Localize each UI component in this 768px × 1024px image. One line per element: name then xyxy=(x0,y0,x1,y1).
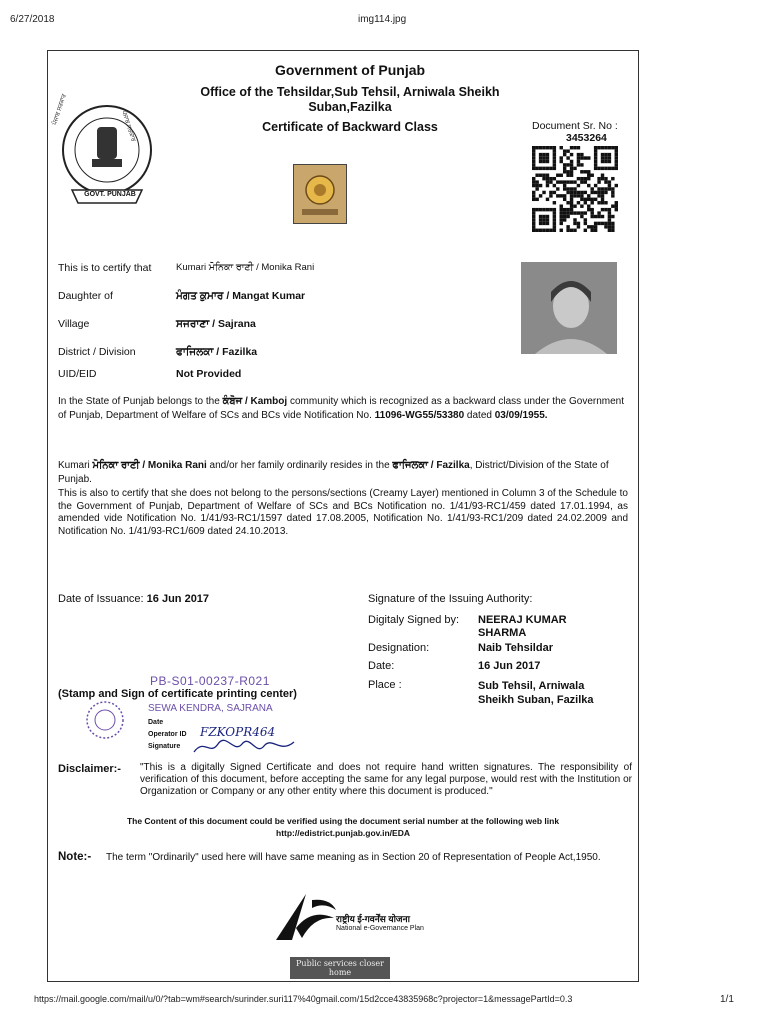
document-sr-number: 3453264 xyxy=(566,132,607,144)
paragraph-residence xyxy=(58,459,628,487)
authority-heading: Signature of the Issuing Authority: xyxy=(368,593,533,605)
field-daughter-value: ਮੰਗਤ ਕੁਮਾਰ / Mangat Kumar xyxy=(176,290,306,302)
disclaimer-text: "This is a digitally Signed Certificate and does not require hand written signatures. The responsibility of verification of this document, before accepting the same for any legal purpose, would rest with the Institution or Organization or Company or any other entity where this document is produced." xyxy=(140,762,632,797)
p1-text-e: dated xyxy=(464,410,495,421)
paragraph-creamy-layer: This is also to certify that she does not belong to the persons/sections (Creamy Layer) mentioned in Column 3 of the Schedule to the Government of Punjab, Department of Welfare of SCs and BCs Notification no. 1/41/93-RC1/459 dated 17.01.1994, as amended vide Notification No. 1/41/93-RC1/1597 dated 17.08.2005, Notification No. 1/41/93-RC1/209 dated 24.02.2009 and Notification No. 1/41/93-RC1/609 dated 24.10.2013. xyxy=(58,488,628,537)
verify-line1: The Content of this document could be verified using the document serial number at the following web link xyxy=(126,816,560,826)
p1-notification: 11096-WG55/53380 xyxy=(374,410,465,421)
paragraph-community xyxy=(58,395,628,423)
verify-link[interactable]: http://edistrict.punjab.gov.in/EDA xyxy=(276,828,410,838)
designation-value: Naib Tehsildar xyxy=(478,642,553,654)
signed-value: NEERAJ KUMAR SHARMA xyxy=(478,614,567,639)
field-label: This is to certify that xyxy=(58,262,152,274)
title-office: Office of the Tehsildar,Sub Tehsil, Arniwala Sheikh Suban,Fazilka xyxy=(200,85,500,114)
field-district-value: ਫਾਜਿਲਕਾ / Fazilka xyxy=(176,346,258,358)
field-uid-label: UID/EID xyxy=(58,368,97,380)
p2-district: ਫਾਜਿਲਕਾ / Fazilka xyxy=(392,460,470,471)
note-label: Note:- xyxy=(58,851,92,863)
handwritten-signature xyxy=(190,736,300,758)
p1-text-a: In the State of Punjab belongs to the xyxy=(58,396,223,407)
p2-name: ਮੋਨਿਕਾ ਰਾਣੀ / Monika Rani xyxy=(92,460,207,471)
designation-label: Designation: xyxy=(368,642,430,654)
footer-page: 1/1 xyxy=(720,994,734,1005)
field-uid-value: Not Provided xyxy=(176,368,242,380)
print-date: 6/27/2018 xyxy=(10,14,55,25)
emblem-arc-right: ਪੰਜਾਬ ਸਰਕਾਰ xyxy=(120,110,136,143)
emblem-banner: GOVT. PUNJAB xyxy=(84,191,136,198)
stamp-center: SEWA KENDRA, SAJRANA xyxy=(148,703,273,714)
egov-logo xyxy=(272,888,342,948)
place-value: Sub Tehsil, Arniwala Sheikh Suban, Fazilka xyxy=(478,680,594,706)
note-text: The term "Ordinarily" used here will have same meaning as in Section 20 of Representation of People Act,1950. xyxy=(106,852,601,863)
stamp-caption: (Stamp and Sign of certificate printing center) xyxy=(58,688,297,700)
egov-hindi: राष्ट्रीय ई-गवर्नेंस योजना xyxy=(336,914,410,924)
issuance xyxy=(58,593,209,605)
field-village-value: ਸਜਰਾਣਾ / Sajrana xyxy=(176,318,256,330)
title-certificate: Certificate of Backward Class xyxy=(262,120,438,134)
p2-text-a: Kumari xyxy=(58,460,93,471)
egov-english: National e-Governance Plan xyxy=(336,925,424,932)
stamp-seal xyxy=(84,700,126,740)
stamp-code: PB-S01-00237-R021 xyxy=(150,674,270,688)
issuance-date: 16 Jun 2017 xyxy=(146,593,210,605)
emblem-arc-left: ਪੰਜਾਬ ਸਰਕਾਰ xyxy=(52,93,68,126)
auth-date-value: 16 Jun 2017 xyxy=(478,660,541,672)
field-village-label: Village xyxy=(58,318,90,330)
disclaimer-label: Disclaimer:- xyxy=(58,763,121,775)
p2-text-e: , District/Division of the State of Punjab. xyxy=(58,460,609,485)
field-daughter-label: Daughter of xyxy=(58,290,113,302)
document-sr-label: Document Sr. No : xyxy=(532,120,618,132)
print-filename: img114.jpg xyxy=(358,14,407,25)
center-seal-image xyxy=(293,164,347,224)
stamp-date-label: Date xyxy=(148,719,164,726)
footer-url: https://mail.google.com/mail/u/0/?tab=wm#search/surinder.suri117%40gmail.com/15d2cce43835968c?projector=1&messagePartId=0.3 xyxy=(34,994,573,1004)
qr-code xyxy=(532,146,618,232)
field-district-label: District / Division xyxy=(58,346,136,358)
stamp-signature-label: Signature xyxy=(148,743,181,750)
stamp-operator-value: FZKOPR464 xyxy=(200,725,276,739)
title-government: Government of Punjab xyxy=(274,62,426,78)
p1-date: 03/09/1955. xyxy=(494,410,548,421)
stamp-operator-label: Operator ID xyxy=(148,731,187,738)
p1-text-c: community which is recognized as a backward class under the Government of Punjab, Department of Welfare of SCs and BCs vide Notification No. xyxy=(58,396,625,421)
applicant-photo xyxy=(521,262,617,354)
field-certify-value: Kumari ਮੋਨਿਕਾ ਰਾਣੀ / Monika Rani xyxy=(176,262,315,273)
p1-community: ਕੰਬੋਜ / Kamboj xyxy=(222,396,288,407)
field-certify xyxy=(58,262,151,274)
issuance-label: Date of Issuance: xyxy=(58,593,144,605)
egov-tagline: Public services closer home xyxy=(290,957,390,979)
p2-text-c: and/or her family ordinarily resides in the xyxy=(206,460,393,471)
auth-date-label: Date: xyxy=(368,660,395,672)
signed-label: Digitaly Signed by: xyxy=(368,614,460,626)
place-label: Place : xyxy=(368,679,402,691)
